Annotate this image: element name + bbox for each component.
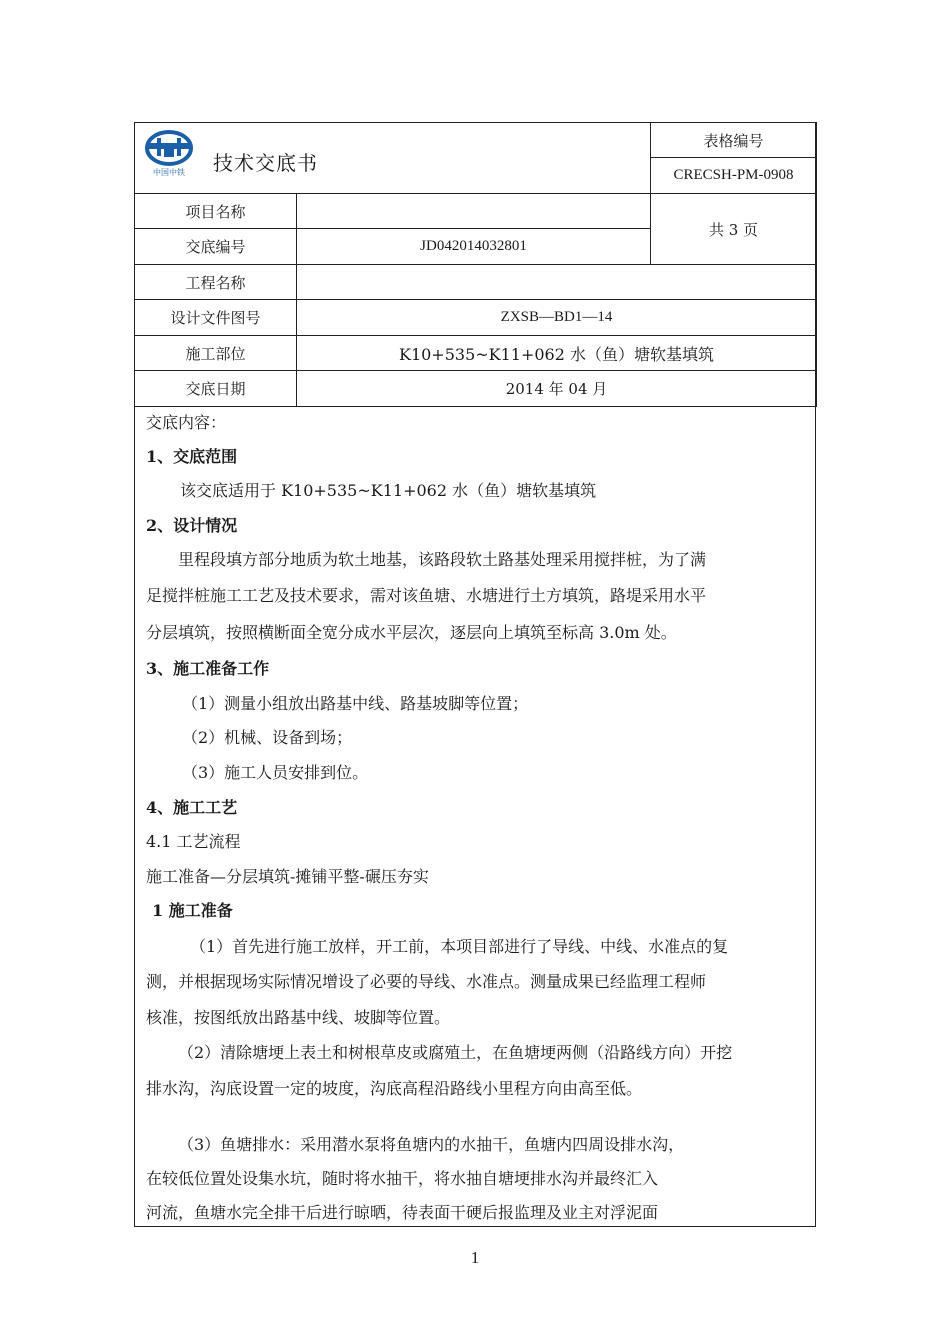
subsection-heading: 1 施工准备 xyxy=(152,901,233,920)
field-value: K10+535~K11+062 水（鱼）塘软基填筑 xyxy=(297,336,817,371)
title-cell xyxy=(135,123,651,194)
field-label: 项目名称 xyxy=(135,194,297,229)
form-no-label: 表格编号 xyxy=(651,123,817,158)
field-value: ZXSB—BD1—14 xyxy=(297,300,817,336)
paragraph-line: （1）首先进行施工放样，开工前，本项目部进行了导线、中线、水准点的复 xyxy=(190,937,729,956)
field-value xyxy=(297,265,817,300)
paragraph-line: （2）清除塘埂上表土和树根草皮或腐殖土，在鱼塘埂两侧（沿路线方向）开挖 xyxy=(178,1043,733,1062)
header-table xyxy=(134,122,817,407)
list-item: （2）机械、设备到场； xyxy=(182,728,353,747)
paragraph-line: 在较低位置处设集水坑，随时将水抽干，将水抽自塘埂排水沟并最终汇入 xyxy=(146,1169,659,1188)
page-count: 共 3 页 xyxy=(651,194,817,265)
logo-text: 中国中铁 xyxy=(153,168,185,177)
paragraph-line: 排水沟，沟底设置一定的坡度，沟底高程沿路线小里程方向由高至低。 xyxy=(146,1079,643,1098)
section-heading: 1、交底范围 xyxy=(146,447,238,466)
section-heading: 3、施工准备工作 xyxy=(146,659,270,678)
content-intro: 交底内容： xyxy=(146,413,227,432)
document-title: 技术交底书 xyxy=(213,151,318,175)
field-label: 施工部位 xyxy=(135,336,297,371)
page-number: 1 xyxy=(470,1248,480,1267)
paragraph-line: 核准，按图纸放出路基中线、坡脚等位置。 xyxy=(146,1008,451,1027)
subsection-heading: 4.1 工艺流程 xyxy=(146,832,241,851)
field-label: 工程名称 xyxy=(135,265,297,300)
paragraph-line: 里程段填方部分地质为软土地基，该路段软土路基处理采用搅拌桩，为了满 xyxy=(178,550,707,569)
field-value: 2014 年 04 月 xyxy=(297,371,817,407)
form-no-value: CRECSH-PM-0908 xyxy=(651,158,817,194)
field-label: 交底编号 xyxy=(135,229,297,265)
process-flow: 施工准备—分层填筑-摊铺平整-碾压夯实 xyxy=(146,867,429,886)
paragraph-line: 测，并根据现场实际情况增设了必要的导线、水准点。测量成果已经监理工程师 xyxy=(146,972,707,991)
section-heading: 4、施工工艺 xyxy=(146,798,238,817)
field-value: JD042014032801 xyxy=(297,229,651,265)
field-label: 交底日期 xyxy=(135,371,297,407)
field-label: 设计文件图号 xyxy=(135,300,297,336)
list-item: （3）施工人员安排到位。 xyxy=(182,763,369,782)
paragraph-line: （3）鱼塘排水：采用潜水泵将鱼塘内的水抽干，鱼塘内四周设排水沟， xyxy=(178,1135,685,1154)
list-item: （1）测量小组放出路基中线、路基坡脚等位置； xyxy=(182,694,529,713)
paragraph-line: 足搅拌桩施工工艺及技术要求，需对该鱼塘、水塘进行土方填筑，路堤采用水平 xyxy=(146,586,707,605)
field-value xyxy=(297,194,651,229)
section-heading: 2、设计情况 xyxy=(146,516,238,535)
paragraph-line: 该交底适用于 K10+535~K11+062 水（鱼）塘软基填筑 xyxy=(180,481,597,500)
paragraph-line: 河流，鱼塘水完全排干后进行晾晒，待表面干硬后报监理及业主对浮泥面 xyxy=(146,1203,659,1222)
crec-logo-icon xyxy=(137,129,201,179)
paragraph-line: 分层填筑，按照横断面全宽分成水平层次，逐层向上填筑至标高 3.0m 处。 xyxy=(146,623,677,642)
